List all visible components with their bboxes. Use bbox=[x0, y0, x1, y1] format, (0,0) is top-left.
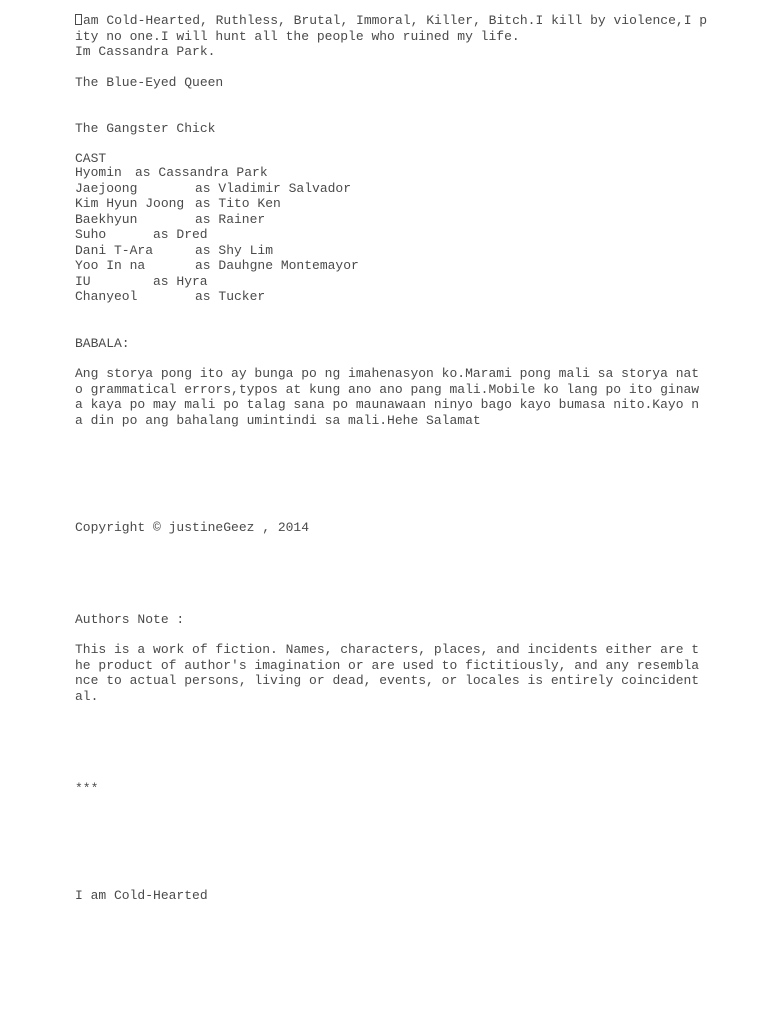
warning-line: Ang storya pong ito ay bunga po ng imahenasyon ko.Marami pong mali sa storya nat bbox=[75, 366, 700, 381]
cast-actor-name: Chanyeol bbox=[75, 289, 138, 304]
warning-line: a din po ang bahalang umintindi sa mali.Hehe Salamat bbox=[75, 413, 481, 428]
authors-note-line: he product of author's imagination or are used to fictitiously, and any resembla bbox=[75, 658, 700, 673]
cast-role: as Rainer bbox=[195, 211, 266, 227]
section-separator: *** bbox=[75, 781, 99, 796]
intro-line-1 bbox=[75, 13, 707, 29]
cast-row bbox=[75, 227, 208, 243]
intro-line-1-text: am Cold-Hearted, Ruthless, Brutal, Immoral, Killer, Bitch.I kill by violence,I p bbox=[83, 13, 708, 28]
cast-role: as Hyra bbox=[153, 273, 208, 289]
copyright: Copyright © justineGeez , 2014 bbox=[75, 520, 310, 535]
cast-actor-name: Hyomin bbox=[75, 165, 122, 180]
cast-role: as Tucker bbox=[195, 289, 266, 304]
cast-row bbox=[75, 165, 268, 181]
authors-note-line: al. bbox=[75, 689, 99, 704]
missing-glyph-icon bbox=[75, 14, 82, 25]
story-title: The Gangster Chick bbox=[75, 121, 216, 136]
cast-role: as Tito Ken bbox=[195, 196, 281, 211]
cast-actor-name: Dani T-Ara bbox=[75, 242, 154, 258]
cast-heading: CAST bbox=[75, 151, 107, 166]
cast-row bbox=[75, 196, 281, 212]
chapter-opening-line: I am Cold-Hearted bbox=[75, 888, 208, 903]
cast-role: as Shy Lim bbox=[195, 242, 274, 258]
cast-role: as Cassandra Park bbox=[135, 165, 268, 180]
warning-line: o grammatical errors,typos at kung ano ano pang mali.Mobile ko lang po ito ginaw bbox=[75, 382, 700, 397]
cast-actor-name: Suho bbox=[75, 227, 107, 242]
cast-row bbox=[75, 180, 352, 197]
cast-role: as Dauhgne Montemayor bbox=[195, 258, 359, 273]
cast-row bbox=[75, 289, 266, 305]
cast-role: as Vladimir Salvador bbox=[195, 180, 352, 196]
cast-row bbox=[75, 258, 359, 274]
cast-row bbox=[75, 211, 266, 228]
authors-note-line: nce to actual persons, living or dead, events, or locales is entirely coincident bbox=[75, 673, 700, 688]
cast-actor-name: Kim Hyun Joong bbox=[75, 196, 185, 211]
cast-actor-name: Baekhyun bbox=[75, 211, 138, 227]
authors-note-line: This is a work of fiction. Names, characters, places, and incidents either are t bbox=[75, 642, 700, 657]
cast-row bbox=[75, 273, 208, 290]
cast-actor-name: Jaejoong bbox=[75, 180, 138, 196]
cast-actor-name: IU bbox=[75, 273, 91, 289]
cast-actor-name: Yoo In na bbox=[75, 258, 146, 273]
cast-role: as Dred bbox=[153, 227, 208, 242]
cast-row bbox=[75, 242, 274, 259]
warning-heading: BABALA: bbox=[75, 336, 130, 351]
intro-line-3: Im Cassandra Park. bbox=[75, 44, 216, 59]
subtitle: The Blue-Eyed Queen bbox=[75, 75, 224, 90]
warning-line: a kaya po may mali po talag sana po maunawaan ninyo bago kayo bumasa nito.Kayo n bbox=[75, 397, 700, 412]
intro-line-2: ity no one.I will hunt all the people who ruined my life. bbox=[75, 29, 520, 44]
authors-note-heading: Authors Note : bbox=[75, 612, 185, 627]
cast-list bbox=[75, 165, 359, 305]
